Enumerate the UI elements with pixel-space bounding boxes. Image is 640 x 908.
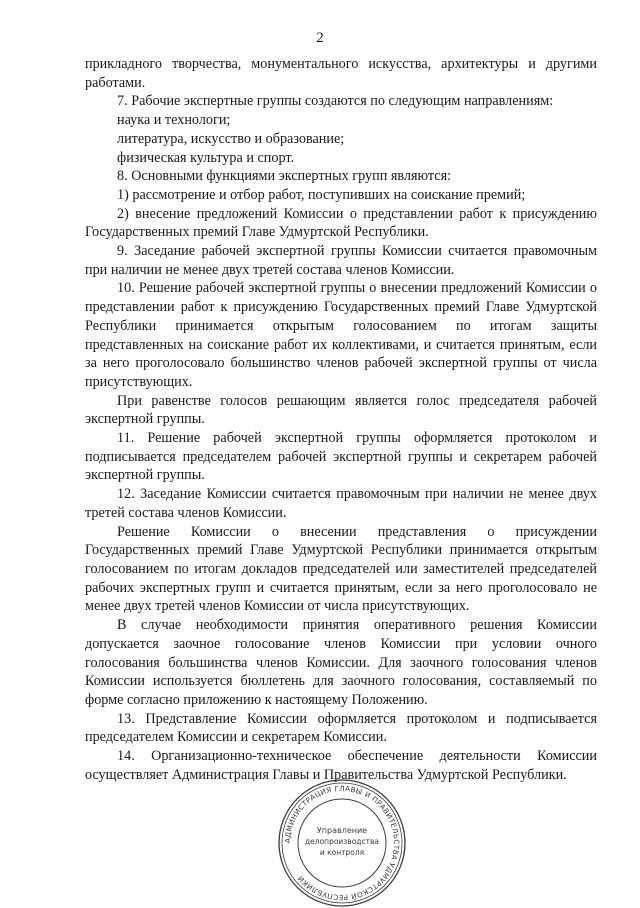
paragraph: 10. Решение рабочей экспертной группы о внесении предложений Комиссии о представлении работ к присуждению Государственных премий Главе Удмуртской Республики принимается открытым голосованием по итогам защиты представленных на соискание работ их коллективами, и считается принятым, если за него проголосовало большинство членов рабочей экспертной группы от числа присутствующих. xyxy=(85,280,597,390)
paragraph: физическая культура и спорт. xyxy=(117,149,295,166)
paragraph: 8. Основными функциями экспертных групп являются: xyxy=(117,168,452,185)
page-number: 2 xyxy=(316,30,324,46)
paragraph: прикладного творчества, монументального искусства, архитектуры и другими работами. xyxy=(85,56,597,91)
paragraph: Решение Комиссии о внесении представления о присуждении Государственных премий Главе Удмуртской Республики принимается открытым голосованием по итогам докладов председателей или заместителей председателей рабочих экспертных групп и считается принятым, если за него проголосовало не менее двух третей членов Комиссии от числа присутствующих. xyxy=(85,523,597,615)
paragraph: наука и технологи; xyxy=(117,112,231,129)
official-stamp xyxy=(272,778,412,908)
stamp-center-line-1: Управление xyxy=(316,826,368,835)
paragraph: 1) рассмотрение и отбор работ, поступивших на соискание премий; xyxy=(117,186,526,203)
paragraph: 7. Рабочие экспертные группы создаются по следующим направлениям: xyxy=(117,93,554,110)
paragraph: 9. Заседание рабочей экспертной группы Комиссии считается правомочным при наличии не менее двух третей состава членов Комиссии. xyxy=(85,243,597,278)
paragraph: При равенстве голосов решающим является голос председателя рабочей экспертной группы. xyxy=(85,392,597,428)
stamp-ring-text: АДМИНИСТРАЦИЯ ГЛАВЫ И ПРАВИТЕЛЬСТВА УДМУРТСКОЙ РЕСПУБЛИКИ xyxy=(282,783,402,903)
stamp-center-line-2: делопроизводства xyxy=(304,837,380,846)
paragraph: 11. Решение рабочей экспертной группы оформляется протоколом и подписывается председателем рабочей экспертной группы и секретарем рабочей экспертной группы. xyxy=(85,430,597,484)
paragraph: В случае необходимости принятия оперативного решения Комиссии допускается заочное голосование членов Комиссии при условии очного голосования большинства членов Комиссии. Для заочного голосования членов Комиссии используется бюллетень для заочного голосования, составляемый по форме согласно приложению к настоящему Положению. xyxy=(85,617,597,708)
paragraph: 13. Представление Комиссии оформляется протоколом и подписывается председателем Комиссии и секретарем Комиссии. xyxy=(85,710,597,746)
document-body xyxy=(85,55,597,784)
paragraph: 14. Организационно-техническое обеспечение деятельности Комиссии осуществляет Администрация Главы и Правительства Удмуртской Республики. xyxy=(85,748,597,783)
paragraph: 12. Заседание Комиссии считается правомочным при наличии не менее двух третей состава членов Комиссии. xyxy=(85,486,597,521)
stamp-center-line-3: и контроля xyxy=(319,848,365,857)
paragraph: 2) внесение предложений Комиссии о представлении работ к присуждению Государственных премий Главе Удмуртской Республики. xyxy=(85,205,597,241)
paragraph: литература, искусство и образование; xyxy=(117,130,345,147)
